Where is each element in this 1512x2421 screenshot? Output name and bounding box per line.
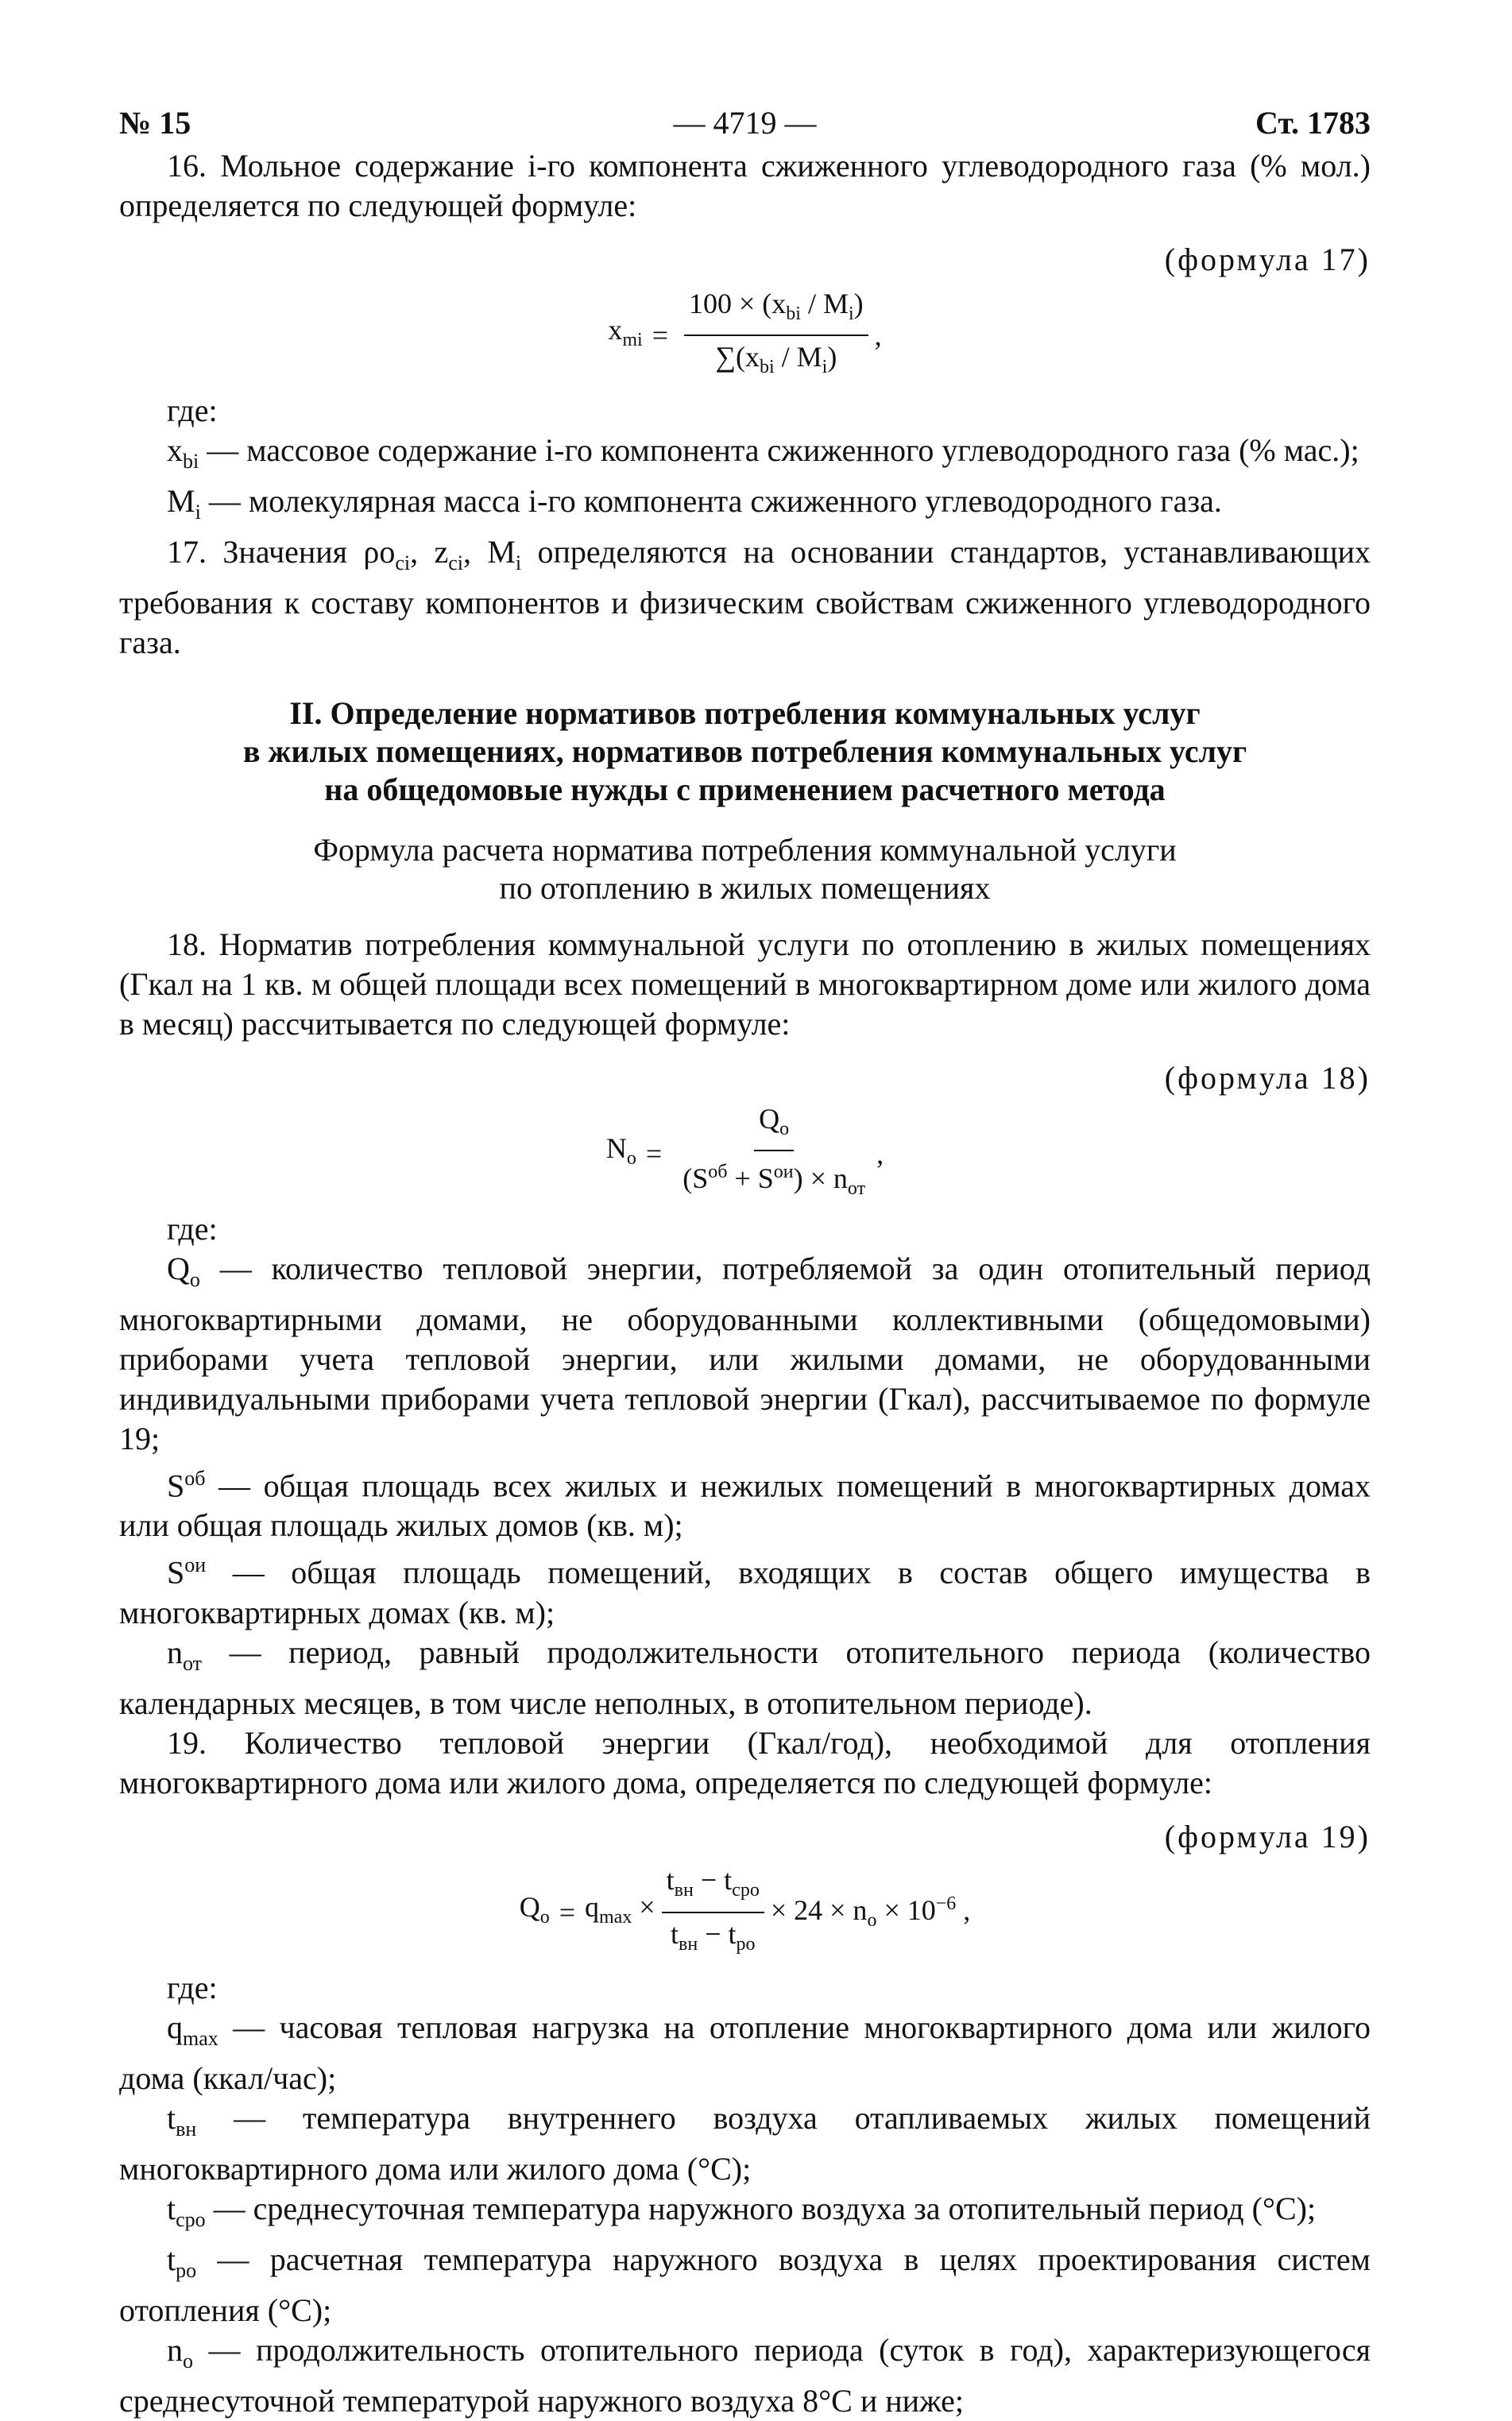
formula-18-numerator: $Q_o$ (754, 1101, 794, 1151)
definition-mi: $M_i$ — молекулярная масса i-го компонента сжиженного углеводородного газа. (167, 483, 1222, 524)
formula-17-denominator: $\sum(x_{bi} / M_i)$ (715, 341, 837, 378)
where-label: где: (167, 1969, 218, 2005)
page-header (119, 103, 1371, 146)
formula-17: $x_{mi}$ = $\frac{100 \times (x_{bi} / M_i)}{\sum(x_{bi} / M_i)}$ , (119, 280, 1371, 391)
page-number: — 4719 — (673, 105, 817, 141)
definition-t-po: $t_{po}$ — расчетная температура наружного воздуха в целях проектирования систем отопления (°C); (119, 2241, 1371, 2328)
issue-number: № 15 (119, 105, 191, 141)
formula-17-label: (формула 17) (1164, 242, 1371, 277)
formula-19-lhs: $Q_o$ (519, 1891, 550, 1928)
formula-19-tail: × $24 \times n_o \times 10^{-6}$ , (770, 1893, 971, 1932)
formula-17-fraction (684, 286, 868, 385)
section-subtitle: Формула расчета норматива потребления коммунальной услуги по отоплению в жилых помещениях (313, 832, 1177, 906)
formula-19-q: $q_{max}$ × (585, 1891, 655, 1928)
definition-qmax: $q_{max}$ — часовая тепловая нагрузка на отопление многоквартирного дома или жилого дома (ккал/час); (119, 2009, 1371, 2096)
definition-s-ob: $S^{об}$ — общая площадь всех жилых и нежилых помещений в многоквартирных домах или общая площадь жилых домов (кв. м); (119, 1467, 1371, 1544)
article-number: Ст. 1783 (1255, 105, 1371, 141)
definition-xbi: $x_{bi}$ — массовое содержание i-го компонента сжиженного углеводородного газа (% мас.); (167, 432, 1359, 473)
formula-19-denominator: $t_{вн} - t_{po}$ (670, 1917, 756, 1955)
section-title: II. Определение нормативов потребления коммунальных услуг в жилых помещениях, нормативов потребления коммунальных услуг на общедомовые нужды с применением расчетного метода (242, 695, 1247, 807)
formula-18-label: (формула 18) (1164, 1060, 1371, 1096)
formula-19-label: (формула 19) (1164, 1818, 1371, 1854)
formula-19-fraction (662, 1862, 764, 1961)
formula-19-numerator: $t_{вн} - t_{cpo}$ (662, 1862, 764, 1912)
definition-no: $n_o$ — продолжительность отопительного периода (суток в год), характеризующегося среднесуточной температурой наружного воздуха 8°C и ниже; (119, 2331, 1371, 2419)
paragraph-17: 17. Значения $\rho o_{ci}$, $z_{ci}$, $M_i$ определяются на основании стандартов, устанавливающих требования к составу компонентов и физическим свойствам сжиженного углеводородного газа. (119, 534, 1371, 660)
definition-s-oi: $S^{ои}$ — общая площадь помещений, входящих в состав общего имущества в многоквартирных домах (кв. м); (119, 1553, 1371, 1630)
formula-18-lhs: $N_o$ (605, 1132, 636, 1170)
definition-t-cpo: $t_{cpo}$ — среднесуточная температура наружного воздуха за отопительный период (°C); (167, 2190, 1317, 2231)
paragraph-18: 18. Норматив потребления коммунальной услуги по отоплению в жилых помещениях (Гкал на 1 кв. м общей площади всех помещений в многоквартирном доме или жилого дома в месяц) рассчитывается по следующей формуле: (119, 926, 1371, 1042)
formula-17-lhs: $x_{mi}$ (608, 314, 643, 351)
where-label: где: (167, 393, 218, 428)
definition-n-ot: $n_{от}$ — период, равный продолжительности отопительного периода (количество календарных месяцев, в том числе неполных, в отопительном периоде). (119, 1634, 1371, 1721)
paragraph-19: 19. Количество тепловой энергии (Гкал/год), необходимой для отопления многоквартирного дома или жилого дома, определяется по следующей формуле: (119, 1724, 1371, 1800)
formula-19: $Q_o$ = $q_{max}$ × $\frac{t_{вн} - t_{cpo}}{t_{вн} - t_{po}}$ × $24 \times n_o \times 10^{-6}$ , (119, 1857, 1371, 1968)
definition-t-vn: $t_{вн}$ — температура внутреннего воздуха отапливаемых жилых помещений многоквартирного дома или жилого дома (°C); (119, 2099, 1371, 2187)
formula-18: $N_o$ = $\frac{Q_o}{(S^{об} + S^{ои}) \times n_{от}}$ , (119, 1098, 1371, 1209)
formula-17-numerator: $100 \times (x_{bi} / M_i)$ (684, 286, 868, 336)
definition-qo: $Q_o$ — количество тепловой энергии, потребляемой за один отопительный период многоквартирными домами, не оборудованными коллективными (общедомовыми) приборами учета тепловой энергии, или жилыми домами, не оборудованными индивидуальными приборами учета тепловой энергии (Гкал), рассчитываемое по формуле 19; (119, 1251, 1371, 1456)
formula-18-denominator: $(S^{об} + S^{ои}) \times n_{от}$ (683, 1162, 866, 1200)
paragraph-16: 16. Мольное содержание i-го компонента сжиженного углеводородного газа (% мол.) определяется по следующей формуле: (119, 148, 1371, 223)
formula-18-fraction (678, 1101, 870, 1206)
document-page (119, 103, 1371, 2421)
where-label: где: (167, 1211, 218, 1247)
